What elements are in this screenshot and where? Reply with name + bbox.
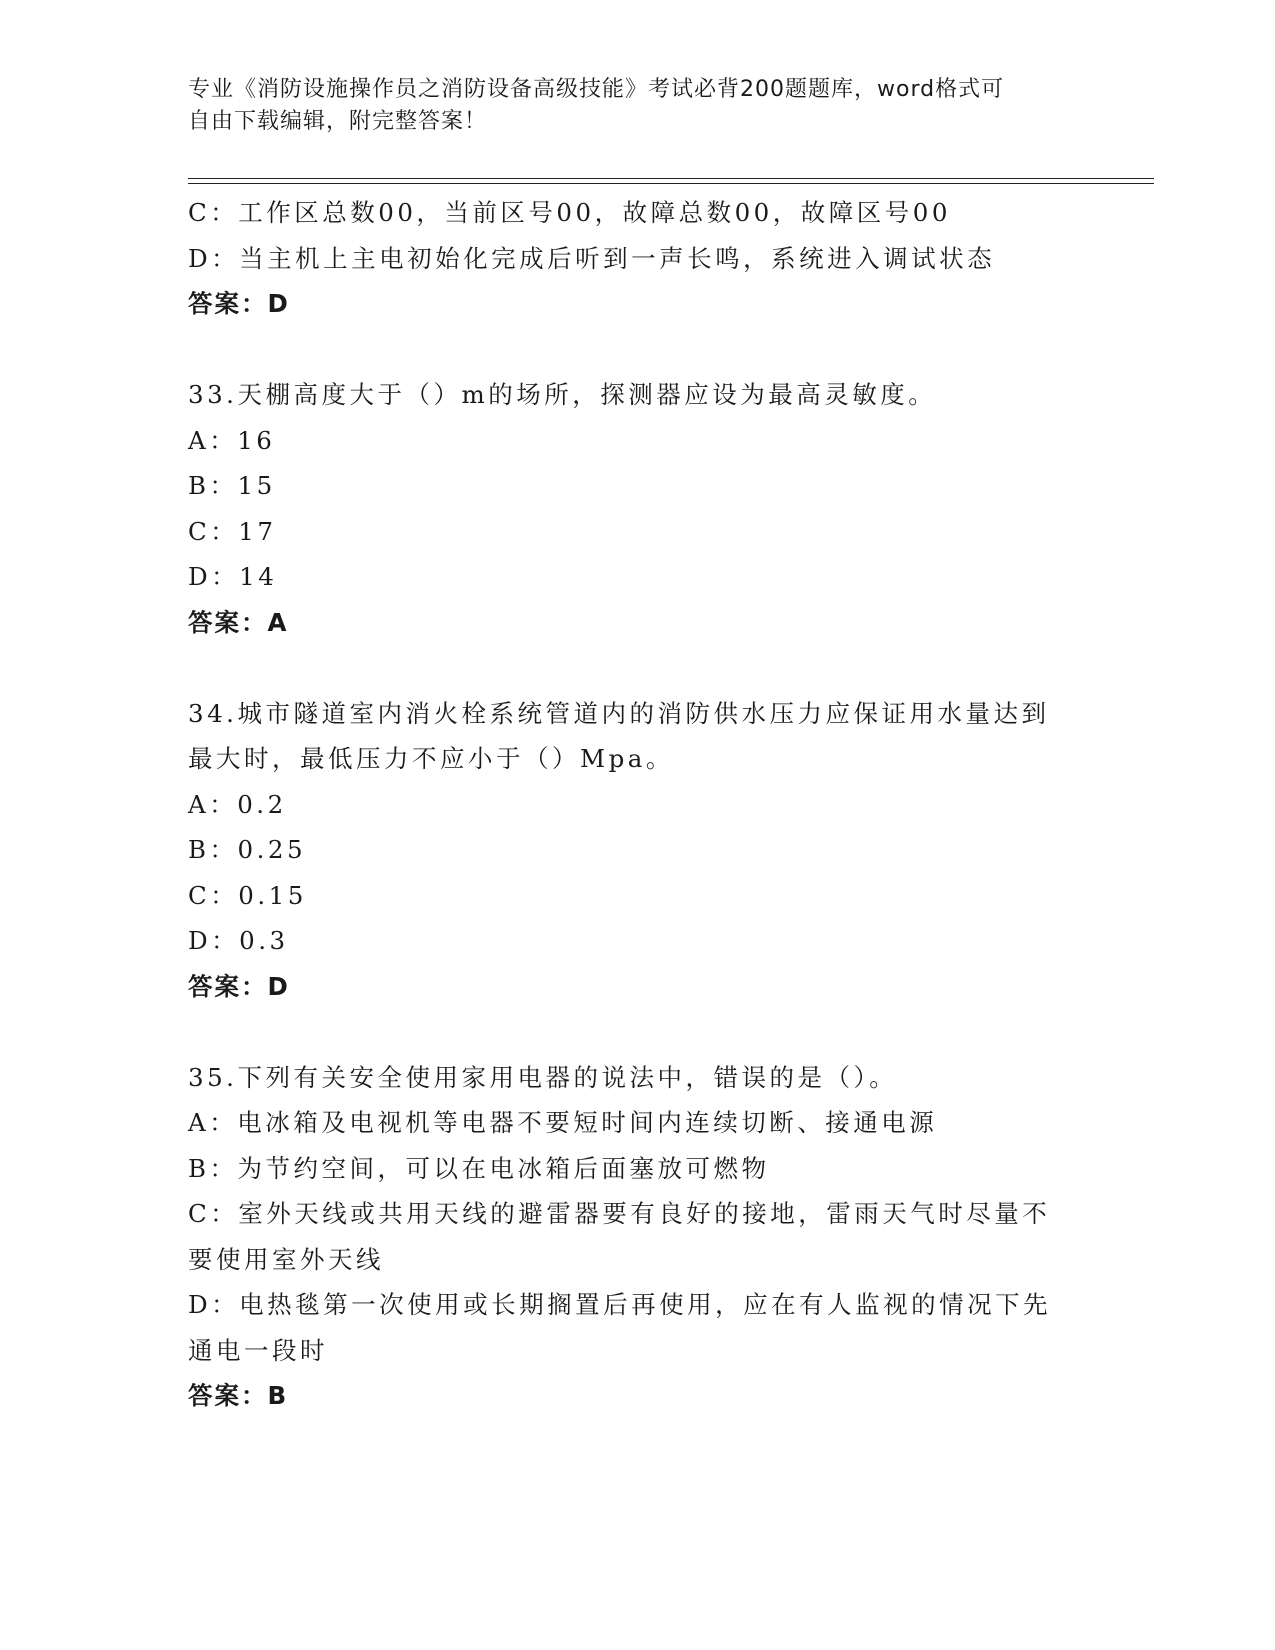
answer-line: 答案：D [188,971,290,1001]
spacer [188,327,1088,373]
question-33 [188,372,1088,645]
option-c: C：0.15 [188,880,307,910]
spacer [188,1009,1088,1055]
option-a: A：电冰箱及电视机等电器不要短时间内连续切断、接通电源 [188,1108,938,1137]
option-d-continued: 通电一段时 [188,1335,328,1365]
option-d: D：当主机上主电初始化完成后听到一声长鸣，系统进入调试状态 [188,243,996,273]
answer-line: 答案：B [188,1381,289,1410]
question-stem: 33.天棚高度大于（）m的场所，探测器应设为最高灵敏度。 [188,380,937,409]
question-content [188,190,1088,1419]
option-a: A：0.2 [188,789,287,819]
option-d: D：14 [188,562,278,591]
spacer [188,645,1088,691]
header-divider-top [188,178,1154,179]
option-d: D：0.3 [188,926,289,955]
question-34 [188,691,1088,1010]
question-35 [188,1055,1088,1419]
question-stem-continued: 最大时，最低压力不应小于（）Mpa。 [188,744,674,773]
option-a: A：16 [188,425,276,455]
answer-line: 答案：A [188,607,289,637]
option-c-continued: 要使用室外天线 [188,1244,384,1274]
document-header [188,74,1088,138]
header-line-1: 专业《消防设施操作员之消防设备高级技能》考试必背200题题库，word格式可 [188,77,1005,102]
option-c: C：工作区总数00，当前区号00，故障总数00，故障区号00 [188,198,951,227]
option-b: B：15 [188,471,276,500]
question-stem: 35.下列有关安全使用家用电器的说法中，错误的是（）。 [188,1062,898,1092]
option-c: C：17 [188,516,277,546]
option-d: D：电热毯第一次使用或长期搁置后再使用，应在有人监视的情况下先 [188,1290,1052,1319]
answer-line: 答案：D [188,289,290,318]
header-divider-bottom [188,183,1154,184]
question-stem: 34.城市隧道室内消火栓系统管道内的消防供水压力应保证用水量达到 [188,698,1050,728]
previous-question-block [188,190,1088,327]
option-b: B：为节约空间，可以在电冰箱后面塞放可燃物 [188,1153,770,1183]
header-line-2: 自由下载编辑，附完整答案！ [188,109,488,134]
option-b: B：0.25 [188,835,307,864]
option-c: C：室外天线或共用天线的避雷器要有良好的接地，雷雨天气时尽量不 [188,1199,1051,1228]
